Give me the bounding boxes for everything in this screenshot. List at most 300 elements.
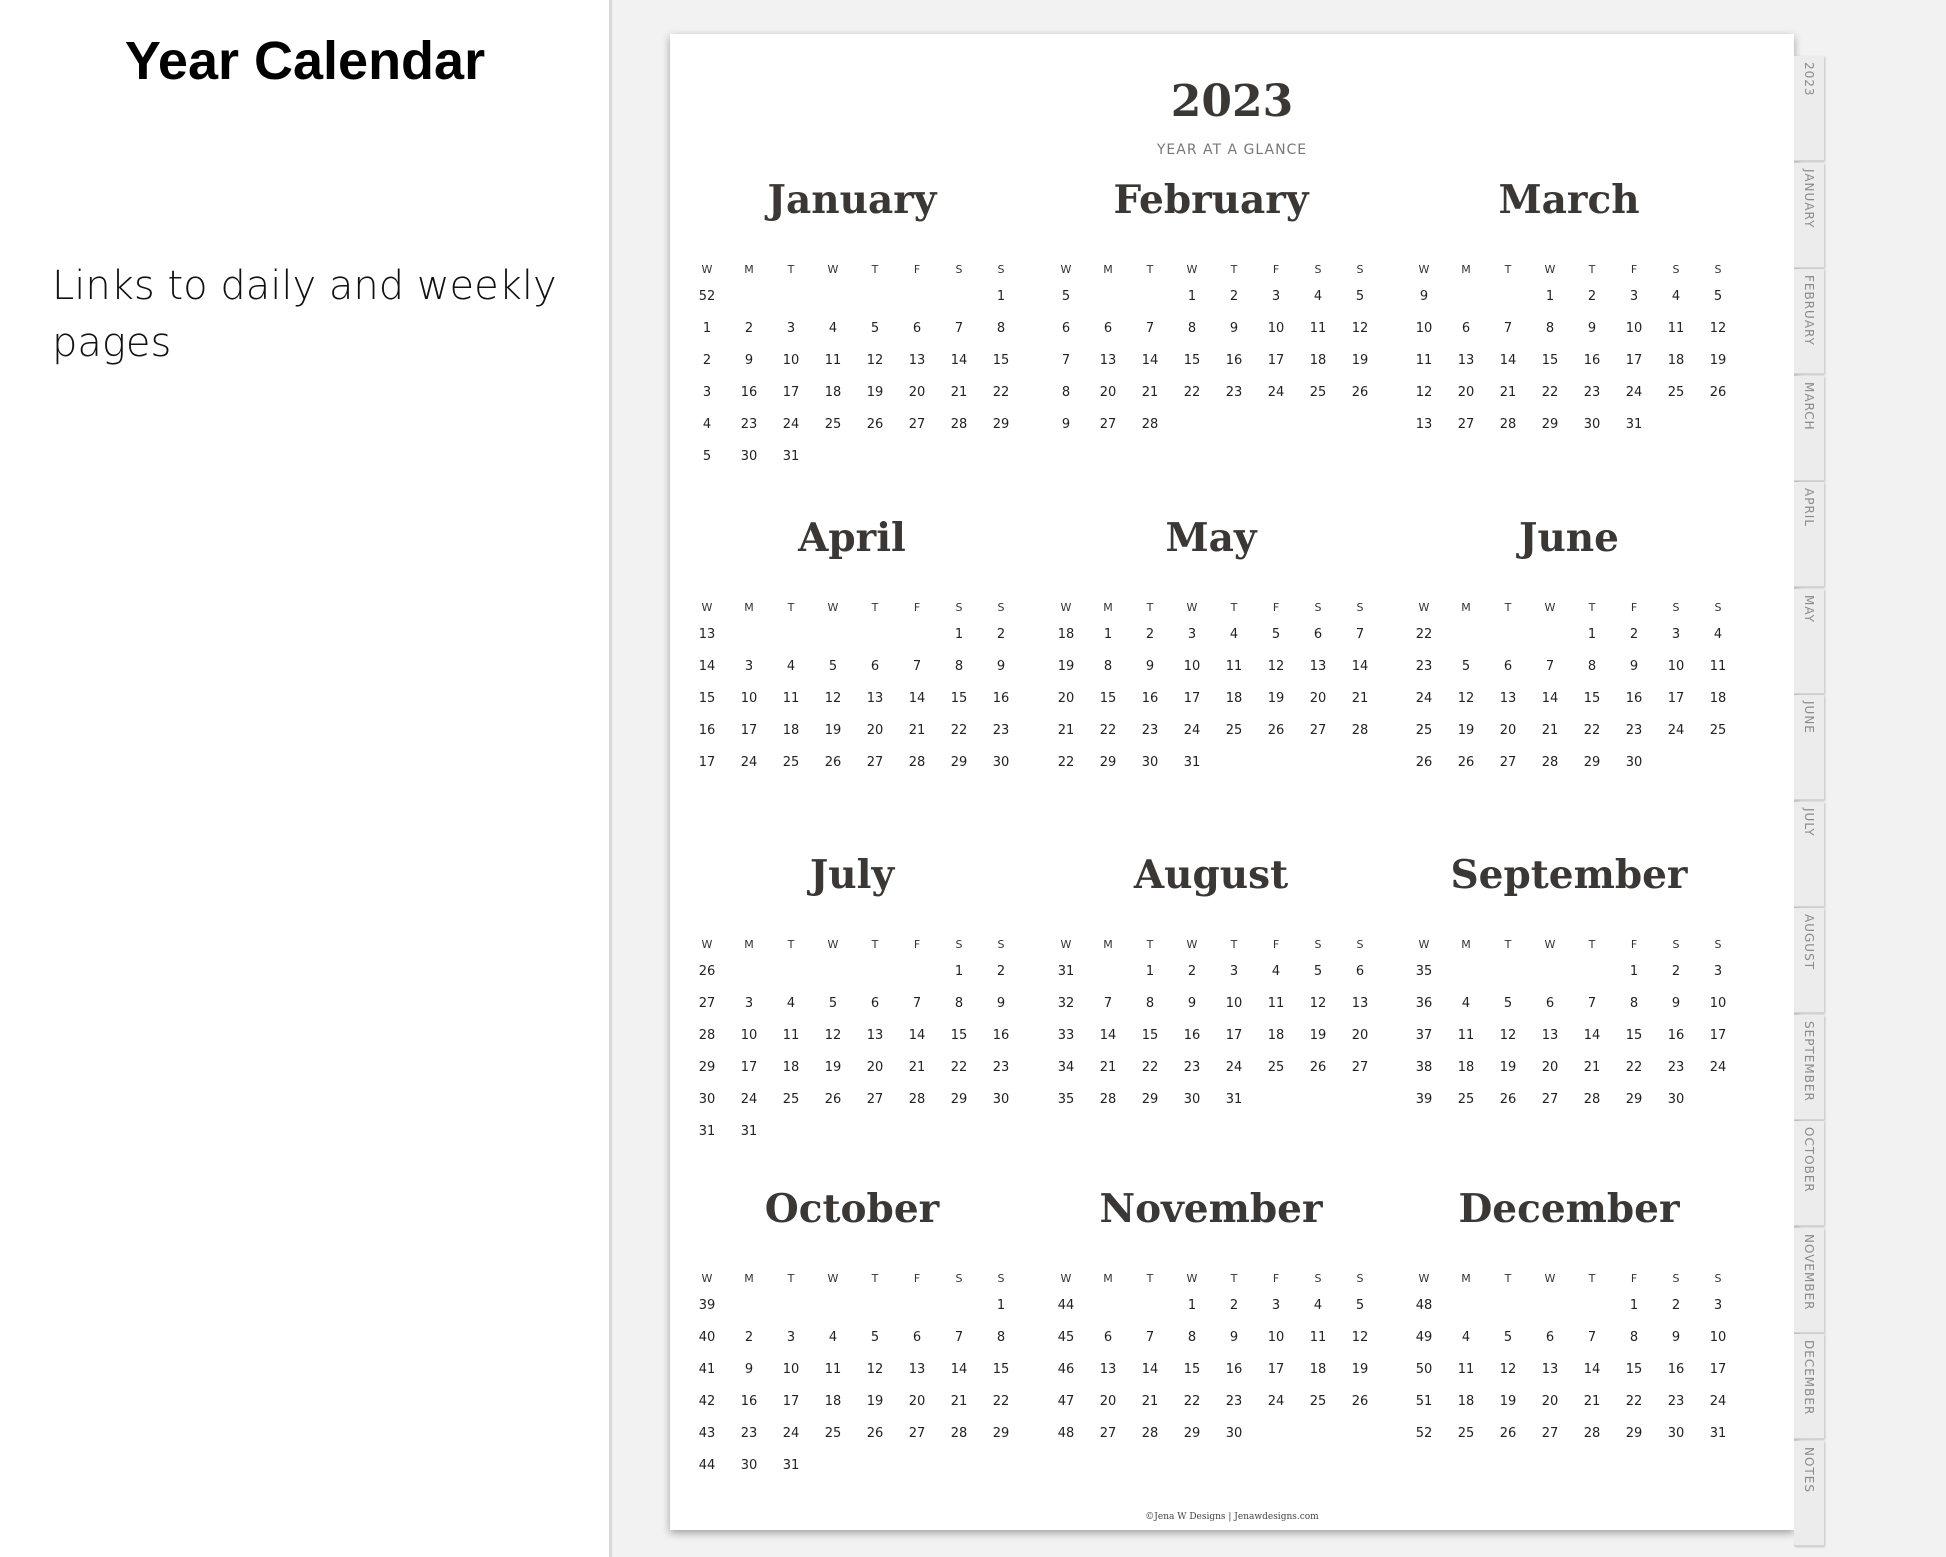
week-number[interactable]: 44 <box>1057 1298 1075 1313</box>
day-cell[interactable]: 3 <box>1271 289 1281 304</box>
day-cell[interactable]: 4 <box>1229 627 1239 642</box>
day-cell[interactable]: 2 <box>1145 627 1155 642</box>
day-cell[interactable]: 20 <box>908 1394 926 1409</box>
week-number[interactable]: 40 <box>698 1330 716 1345</box>
day-cell[interactable]: 8 <box>1545 321 1555 336</box>
day-cell[interactable]: 27 <box>1499 755 1517 770</box>
day-cell[interactable]: 24 <box>1625 385 1643 400</box>
week-number[interactable]: 13 <box>1415 417 1433 432</box>
day-cell[interactable]: 20 <box>1499 723 1517 738</box>
day-cell[interactable]: 15 <box>1625 1362 1643 1377</box>
day-cell[interactable]: 23 <box>740 417 758 432</box>
day-cell[interactable]: 28 <box>1541 755 1559 770</box>
tab-january[interactable] <box>1794 163 1824 268</box>
day-cell[interactable]: 20 <box>1541 1060 1559 1075</box>
day-cell[interactable]: 8 <box>996 321 1006 336</box>
tab-notes[interactable] <box>1794 1441 1824 1546</box>
week-number[interactable]: 3 <box>702 385 712 400</box>
day-cell[interactable]: 16 <box>1225 353 1243 368</box>
day-cell[interactable]: 2 <box>1187 964 1197 979</box>
month-june[interactable] <box>1404 515 1734 835</box>
day-cell[interactable]: 26 <box>824 755 842 770</box>
day-cell[interactable]: 24 <box>1667 723 1685 738</box>
week-number[interactable]: 7 <box>1061 353 1071 368</box>
day-cell[interactable]: 28 <box>1099 1092 1117 1107</box>
day-cell[interactable]: 18 <box>824 1394 842 1409</box>
day-cell[interactable]: 16 <box>1141 691 1159 706</box>
month-name[interactable]: January <box>767 177 937 223</box>
day-cell[interactable]: 19 <box>866 385 884 400</box>
day-cell[interactable]: 26 <box>1457 755 1475 770</box>
week-number[interactable]: 49 <box>1415 1330 1433 1345</box>
day-cell[interactable]: 20 <box>866 723 884 738</box>
day-cell[interactable]: 16 <box>1667 1362 1685 1377</box>
day-cell[interactable]: 10 <box>1709 1330 1727 1345</box>
day-cell[interactable]: 4 <box>1461 1330 1471 1345</box>
day-cell[interactable]: 30 <box>1225 1426 1243 1441</box>
day-cell[interactable]: 23 <box>1225 1394 1243 1409</box>
day-cell[interactable]: 1 <box>996 1298 1006 1313</box>
day-cell[interactable]: 2 <box>1629 627 1639 642</box>
week-number[interactable]: 17 <box>698 755 716 770</box>
day-cell[interactable]: 12 <box>1709 321 1727 336</box>
week-number[interactable]: 35 <box>1057 1092 1075 1107</box>
day-cell[interactable]: 14 <box>1351 659 1369 674</box>
day-cell[interactable]: 3 <box>786 321 796 336</box>
day-cell[interactable]: 31 <box>740 1124 758 1139</box>
day-cell[interactable]: 4 <box>828 321 838 336</box>
day-cell[interactable]: 11 <box>1309 1330 1327 1345</box>
week-number[interactable]: 2 <box>702 353 712 368</box>
day-cell[interactable]: 10 <box>1625 321 1643 336</box>
day-cell[interactable]: 15 <box>1541 353 1559 368</box>
day-cell[interactable]: 21 <box>908 1060 926 1075</box>
day-cell[interactable]: 31 <box>1183 755 1201 770</box>
day-cell[interactable]: 12 <box>824 1028 842 1043</box>
day-cell[interactable]: 14 <box>1099 1028 1117 1043</box>
day-cell[interactable]: 22 <box>1183 385 1201 400</box>
day-cell[interactable]: 1 <box>1145 964 1155 979</box>
day-cell[interactable]: 6 <box>1545 1330 1555 1345</box>
week-number[interactable]: 4 <box>702 417 712 432</box>
day-cell[interactable]: 1 <box>1187 1298 1197 1313</box>
day-cell[interactable]: 28 <box>950 1426 968 1441</box>
week-number[interactable]: 44 <box>698 1458 716 1473</box>
tab-october[interactable] <box>1794 1121 1824 1226</box>
month-name[interactable]: August <box>1133 852 1289 898</box>
tab-february[interactable] <box>1794 269 1824 374</box>
day-cell[interactable]: 4 <box>786 659 796 674</box>
day-cell[interactable]: 4 <box>1713 627 1723 642</box>
day-cell[interactable]: 8 <box>996 1330 1006 1345</box>
month-name[interactable]: July <box>809 852 895 898</box>
day-cell[interactable]: 13 <box>908 1362 926 1377</box>
week-number[interactable]: 32 <box>1057 996 1075 1011</box>
day-cell[interactable]: 15 <box>1183 353 1201 368</box>
tab-april[interactable] <box>1794 482 1824 587</box>
day-cell[interactable]: 3 <box>1713 1298 1723 1313</box>
day-cell[interactable]: 10 <box>782 353 800 368</box>
day-cell[interactable]: 30 <box>1583 417 1601 432</box>
day-cell[interactable]: 19 <box>1351 1362 1369 1377</box>
day-cell[interactable]: 1 <box>996 289 1006 304</box>
day-cell[interactable]: 30 <box>1141 755 1159 770</box>
day-cell[interactable]: 4 <box>1313 1298 1323 1313</box>
day-cell[interactable]: 23 <box>740 1426 758 1441</box>
day-cell[interactable]: 16 <box>740 1394 758 1409</box>
day-cell[interactable]: 21 <box>1583 1060 1601 1075</box>
month-july[interactable] <box>687 852 1017 1172</box>
day-cell[interactable]: 27 <box>1099 1426 1117 1441</box>
day-cell[interactable]: 27 <box>1457 417 1475 432</box>
day-cell[interactable]: 23 <box>1667 1060 1685 1075</box>
day-cell[interactable]: 8 <box>1587 659 1597 674</box>
day-cell[interactable]: 18 <box>1709 691 1727 706</box>
day-cell[interactable]: 15 <box>1625 1028 1643 1043</box>
day-cell[interactable]: 25 <box>1309 1394 1327 1409</box>
day-cell[interactable]: 5 <box>1355 1298 1365 1313</box>
week-number[interactable]: 41 <box>698 1362 716 1377</box>
day-cell[interactable]: 28 <box>908 1092 926 1107</box>
week-number[interactable]: 43 <box>698 1426 716 1441</box>
week-number[interactable]: 14 <box>698 659 716 674</box>
day-cell[interactable]: 30 <box>740 1458 758 1473</box>
day-cell[interactable]: 24 <box>1267 385 1285 400</box>
day-cell[interactable]: 27 <box>908 417 926 432</box>
day-cell[interactable]: 28 <box>1499 417 1517 432</box>
day-cell[interactable]: 7 <box>1145 1330 1155 1345</box>
day-cell[interactable]: 29 <box>992 417 1010 432</box>
day-cell[interactable]: 23 <box>1141 723 1159 738</box>
day-cell[interactable]: 3 <box>786 1330 796 1345</box>
week-number[interactable]: 33 <box>1057 1028 1075 1043</box>
week-number[interactable]: 50 <box>1415 1362 1433 1377</box>
day-cell[interactable]: 7 <box>912 996 922 1011</box>
day-cell[interactable]: 7 <box>1145 321 1155 336</box>
day-cell[interactable]: 14 <box>1499 353 1517 368</box>
day-cell[interactable]: 15 <box>1141 1028 1159 1043</box>
tab-june[interactable] <box>1794 695 1824 800</box>
day-cell[interactable]: 16 <box>1625 691 1643 706</box>
day-cell[interactable]: 3 <box>744 659 754 674</box>
day-cell[interactable]: 26 <box>866 1426 884 1441</box>
day-cell[interactable]: 28 <box>1141 417 1159 432</box>
week-number[interactable]: 28 <box>698 1028 716 1043</box>
day-cell[interactable]: 14 <box>1583 1028 1601 1043</box>
week-number[interactable]: 34 <box>1057 1060 1075 1075</box>
day-cell[interactable]: 16 <box>1583 353 1601 368</box>
day-cell[interactable]: 10 <box>1709 996 1727 1011</box>
day-cell[interactable]: 20 <box>1457 385 1475 400</box>
tab-march[interactable] <box>1794 376 1824 481</box>
day-cell[interactable]: 31 <box>782 449 800 464</box>
day-cell[interactable]: 10 <box>740 691 758 706</box>
day-cell[interactable]: 21 <box>1541 723 1559 738</box>
day-cell[interactable]: 9 <box>1145 659 1155 674</box>
day-cell[interactable]: 26 <box>1267 723 1285 738</box>
day-cell[interactable]: 17 <box>1225 1028 1243 1043</box>
day-cell[interactable]: 22 <box>1625 1394 1643 1409</box>
day-cell[interactable]: 17 <box>1267 353 1285 368</box>
month-october[interactable] <box>687 1186 1017 1506</box>
day-cell[interactable]: 17 <box>1667 691 1685 706</box>
week-number[interactable]: 13 <box>698 627 716 642</box>
day-cell[interactable]: 25 <box>1709 723 1727 738</box>
day-cell[interactable]: 29 <box>950 1092 968 1107</box>
week-number[interactable]: 48 <box>1415 1298 1433 1313</box>
day-cell[interactable]: 26 <box>1351 1394 1369 1409</box>
day-cell[interactable]: 5 <box>870 1330 880 1345</box>
day-cell[interactable]: 15 <box>992 1362 1010 1377</box>
day-cell[interactable]: 24 <box>1709 1394 1727 1409</box>
day-cell[interactable]: 14 <box>1583 1362 1601 1377</box>
day-cell[interactable]: 25 <box>1667 385 1685 400</box>
day-cell[interactable]: 6 <box>870 659 880 674</box>
day-cell[interactable]: 9 <box>1229 321 1239 336</box>
day-cell[interactable]: 13 <box>1541 1362 1559 1377</box>
day-cell[interactable]: 19 <box>1499 1394 1517 1409</box>
day-cell[interactable]: 9 <box>996 996 1006 1011</box>
month-name[interactable]: May <box>1165 515 1257 561</box>
day-cell[interactable]: 13 <box>866 691 884 706</box>
day-cell[interactable]: 2 <box>744 321 754 336</box>
day-cell[interactable]: 8 <box>954 659 964 674</box>
day-cell[interactable]: 23 <box>1667 1394 1685 1409</box>
month-may[interactable] <box>1046 515 1376 835</box>
day-cell[interactable]: 27 <box>866 755 884 770</box>
month-august[interactable] <box>1046 852 1376 1172</box>
day-cell[interactable]: 27 <box>1099 417 1117 432</box>
day-cell[interactable]: 21 <box>950 385 968 400</box>
day-cell[interactable]: 4 <box>786 996 796 1011</box>
day-cell[interactable]: 18 <box>782 1060 800 1075</box>
day-cell[interactable]: 12 <box>866 353 884 368</box>
day-cell[interactable]: 17 <box>740 1060 758 1075</box>
day-cell[interactable]: 10 <box>782 1362 800 1377</box>
week-number[interactable]: 9 <box>1419 289 1429 304</box>
day-cell[interactable]: 11 <box>1457 1362 1475 1377</box>
day-cell[interactable]: 30 <box>740 449 758 464</box>
day-cell[interactable]: 31 <box>1709 1426 1727 1441</box>
day-cell[interactable]: 4 <box>1461 996 1471 1011</box>
day-cell[interactable]: 20 <box>908 385 926 400</box>
day-cell[interactable]: 16 <box>1183 1028 1201 1043</box>
day-cell[interactable]: 29 <box>1141 1092 1159 1107</box>
day-cell[interactable]: 22 <box>950 1060 968 1075</box>
day-cell[interactable]: 28 <box>1583 1092 1601 1107</box>
day-cell[interactable]: 25 <box>824 1426 842 1441</box>
day-cell[interactable]: 25 <box>1457 1092 1475 1107</box>
month-name[interactable]: March <box>1498 177 1640 223</box>
day-cell[interactable]: 8 <box>1187 1330 1197 1345</box>
day-cell[interactable]: 19 <box>1499 1060 1517 1075</box>
week-number[interactable]: 36 <box>1415 996 1433 1011</box>
day-cell[interactable]: 18 <box>1309 353 1327 368</box>
day-cell[interactable]: 19 <box>1351 353 1369 368</box>
day-cell[interactable]: 12 <box>1499 1362 1517 1377</box>
day-cell[interactable]: 13 <box>866 1028 884 1043</box>
month-name[interactable]: February <box>1113 177 1309 223</box>
day-cell[interactable]: 26 <box>866 417 884 432</box>
week-number[interactable]: 25 <box>1415 723 1433 738</box>
day-cell[interactable]: 21 <box>1141 1394 1159 1409</box>
day-cell[interactable]: 3 <box>1271 1298 1281 1313</box>
day-cell[interactable]: 3 <box>1671 627 1681 642</box>
day-cell[interactable]: 1 <box>954 627 964 642</box>
day-cell[interactable]: 5 <box>1713 289 1723 304</box>
day-cell[interactable]: 5 <box>1503 1330 1513 1345</box>
week-number[interactable]: 45 <box>1057 1330 1075 1345</box>
day-cell[interactable]: 4 <box>1671 289 1681 304</box>
month-name[interactable]: April <box>798 515 906 561</box>
day-cell[interactable]: 25 <box>1267 1060 1285 1075</box>
day-cell[interactable]: 19 <box>1709 353 1727 368</box>
day-cell[interactable]: 23 <box>1183 1060 1201 1075</box>
week-number[interactable]: 20 <box>1057 691 1075 706</box>
day-cell[interactable]: 3 <box>744 996 754 1011</box>
day-cell[interactable]: 12 <box>824 691 842 706</box>
day-cell[interactable]: 26 <box>1499 1426 1517 1441</box>
week-number[interactable]: 31 <box>1057 964 1075 979</box>
month-name[interactable]: September <box>1450 852 1688 898</box>
day-cell[interactable]: 19 <box>866 1394 884 1409</box>
week-number[interactable]: 26 <box>1415 755 1433 770</box>
week-number[interactable]: 15 <box>698 691 716 706</box>
day-cell[interactable]: 5 <box>828 996 838 1011</box>
day-cell[interactable]: 17 <box>782 1394 800 1409</box>
tab-september[interactable] <box>1794 1015 1824 1120</box>
day-cell[interactable]: 8 <box>1187 321 1197 336</box>
day-cell[interactable]: 13 <box>1457 353 1475 368</box>
day-cell[interactable]: 29 <box>1625 1092 1643 1107</box>
week-number[interactable]: 31 <box>698 1124 716 1139</box>
day-cell[interactable]: 7 <box>954 1330 964 1345</box>
week-number[interactable]: 5 <box>702 449 712 464</box>
day-cell[interactable]: 21 <box>908 723 926 738</box>
week-number[interactable]: 23 <box>1415 659 1433 674</box>
day-cell[interactable]: 25 <box>782 1092 800 1107</box>
day-cell[interactable]: 6 <box>1503 659 1513 674</box>
day-cell[interactable]: 30 <box>992 1092 1010 1107</box>
day-cell[interactable]: 9 <box>1229 1330 1239 1345</box>
day-cell[interactable]: 1 <box>1103 627 1113 642</box>
day-cell[interactable]: 23 <box>992 723 1010 738</box>
day-cell[interactable]: 20 <box>1099 385 1117 400</box>
day-cell[interactable]: 27 <box>866 1092 884 1107</box>
week-number[interactable]: 22 <box>1415 627 1433 642</box>
day-cell[interactable]: 16 <box>740 385 758 400</box>
day-cell[interactable]: 18 <box>1667 353 1685 368</box>
week-number[interactable]: 22 <box>1057 755 1075 770</box>
day-cell[interactable]: 24 <box>1267 1394 1285 1409</box>
day-cell[interactable]: 14 <box>908 1028 926 1043</box>
day-cell[interactable]: 8 <box>1103 659 1113 674</box>
day-cell[interactable]: 29 <box>992 1426 1010 1441</box>
day-cell[interactable]: 25 <box>1225 723 1243 738</box>
day-cell[interactable]: 5 <box>828 659 838 674</box>
day-cell[interactable]: 12 <box>1309 996 1327 1011</box>
day-cell[interactable]: 20 <box>1309 691 1327 706</box>
month-january[interactable] <box>687 177 1017 497</box>
day-cell[interactable]: 30 <box>1625 755 1643 770</box>
day-cell[interactable]: 12 <box>1457 691 1475 706</box>
day-cell[interactable]: 4 <box>1271 964 1281 979</box>
day-cell[interactable]: 22 <box>1541 385 1559 400</box>
day-cell[interactable]: 27 <box>1541 1092 1559 1107</box>
week-number[interactable]: 19 <box>1057 659 1075 674</box>
day-cell[interactable]: 13 <box>908 353 926 368</box>
day-cell[interactable]: 14 <box>950 353 968 368</box>
day-cell[interactable]: 11 <box>1225 659 1243 674</box>
week-number[interactable]: 27 <box>698 996 716 1011</box>
week-number[interactable]: 39 <box>698 1298 716 1313</box>
day-cell[interactable]: 19 <box>1457 723 1475 738</box>
day-cell[interactable]: 18 <box>824 385 842 400</box>
day-cell[interactable]: 27 <box>908 1426 926 1441</box>
day-cell[interactable]: 25 <box>1309 385 1327 400</box>
day-cell[interactable]: 12 <box>1351 1330 1369 1345</box>
day-cell[interactable]: 16 <box>1225 1362 1243 1377</box>
day-cell[interactable]: 6 <box>1103 1330 1113 1345</box>
day-cell[interactable]: 8 <box>1629 996 1639 1011</box>
day-cell[interactable]: 17 <box>1267 1362 1285 1377</box>
day-cell[interactable]: 10 <box>740 1028 758 1043</box>
day-cell[interactable]: 16 <box>992 691 1010 706</box>
month-march[interactable] <box>1404 177 1734 497</box>
day-cell[interactable]: 8 <box>954 996 964 1011</box>
day-cell[interactable]: 18 <box>1457 1394 1475 1409</box>
day-cell[interactable]: 22 <box>1141 1060 1159 1075</box>
day-cell[interactable]: 17 <box>1183 691 1201 706</box>
tab-december[interactable] <box>1794 1334 1824 1439</box>
day-cell[interactable]: 29 <box>1541 417 1559 432</box>
day-cell[interactable]: 8 <box>1145 996 1155 1011</box>
day-cell[interactable]: 11 <box>1267 996 1285 1011</box>
day-cell[interactable]: 16 <box>1667 1028 1685 1043</box>
day-cell[interactable]: 20 <box>1541 1394 1559 1409</box>
day-cell[interactable]: 13 <box>1541 1028 1559 1043</box>
month-april[interactable] <box>687 515 1017 835</box>
day-cell[interactable]: 30 <box>1667 1426 1685 1441</box>
day-cell[interactable]: 22 <box>1099 723 1117 738</box>
day-cell[interactable]: 28 <box>1141 1426 1159 1441</box>
week-number[interactable]: 8 <box>1061 385 1071 400</box>
month-name[interactable]: November <box>1099 1186 1323 1232</box>
day-cell[interactable]: 22 <box>992 385 1010 400</box>
week-number[interactable]: 5 <box>1061 289 1071 304</box>
day-cell[interactable]: 1 <box>1187 289 1197 304</box>
day-cell[interactable]: 22 <box>992 1394 1010 1409</box>
week-number[interactable]: 12 <box>1415 385 1433 400</box>
week-number[interactable]: 6 <box>1061 321 1071 336</box>
day-cell[interactable]: 14 <box>950 1362 968 1377</box>
day-cell[interactable]: 2 <box>1671 964 1681 979</box>
week-number[interactable]: 37 <box>1415 1028 1433 1043</box>
tab-2023[interactable] <box>1794 56 1824 161</box>
day-cell[interactable]: 21 <box>950 1394 968 1409</box>
day-cell[interactable]: 22 <box>1625 1060 1643 1075</box>
week-number[interactable]: 24 <box>1415 691 1433 706</box>
day-cell[interactable]: 6 <box>1545 996 1555 1011</box>
day-cell[interactable]: 14 <box>1141 353 1159 368</box>
day-cell[interactable]: 7 <box>1355 627 1365 642</box>
month-name[interactable]: October <box>764 1186 940 1232</box>
day-cell[interactable]: 6 <box>912 1330 922 1345</box>
day-cell[interactable]: 7 <box>1545 659 1555 674</box>
week-number[interactable]: 47 <box>1057 1394 1075 1409</box>
day-cell[interactable]: 27 <box>1541 1426 1559 1441</box>
tab-may[interactable] <box>1794 589 1824 694</box>
